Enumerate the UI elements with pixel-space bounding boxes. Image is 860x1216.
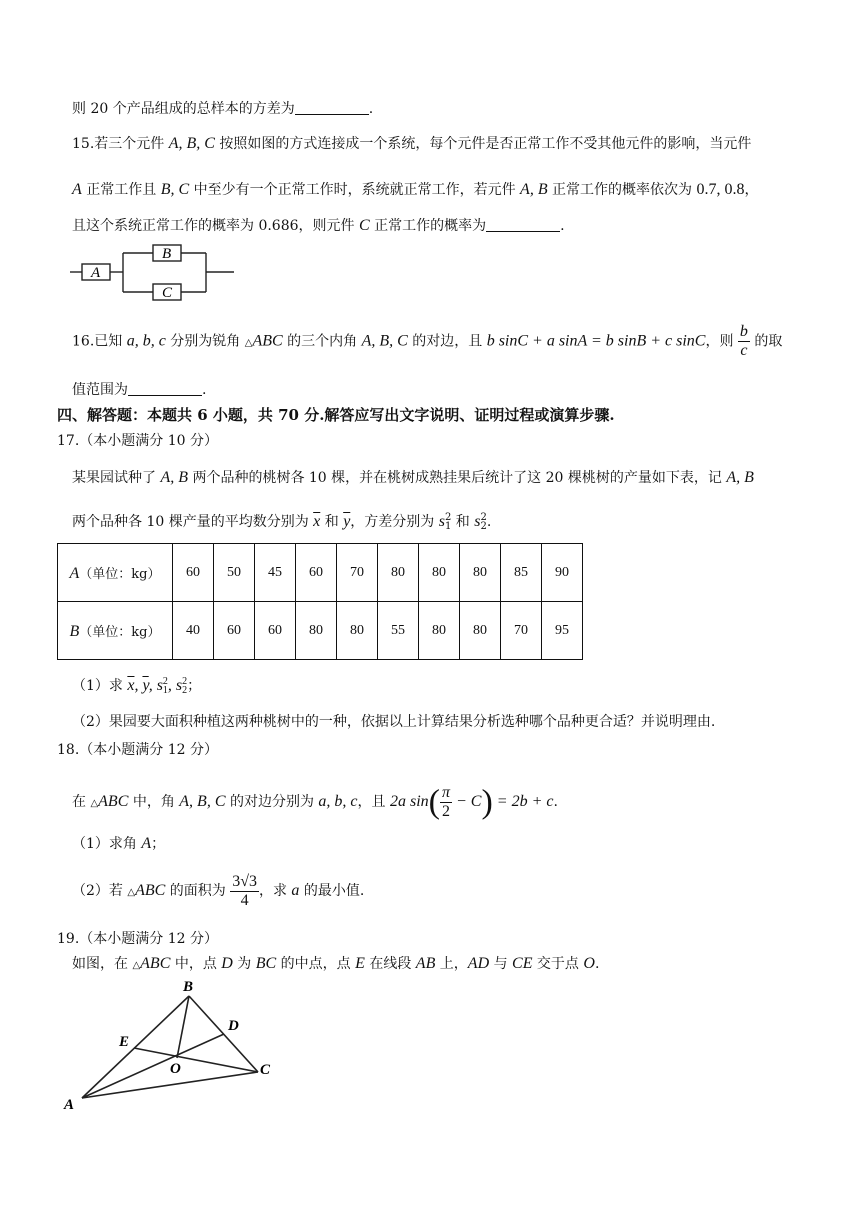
q15-probabilities: 0.7, 0.8 (696, 181, 745, 198)
segment-ab (82, 996, 189, 1098)
fraction-numerator: π (441, 783, 450, 801)
q18-math: A (141, 835, 152, 852)
q16-text: 值范围为 (72, 382, 128, 398)
point-e-label: E (119, 1034, 130, 1050)
table-cell: 80 (460, 602, 501, 660)
table-cell: 40 (173, 602, 214, 660)
q15-line-1 (72, 134, 751, 154)
q19-text: 为 (232, 956, 256, 972)
q18-text: 的对边分别为 (225, 794, 319, 810)
q16-text: 16.已知 (72, 333, 127, 350)
table-cell: 80 (419, 544, 460, 602)
q19-text: 上， (435, 956, 468, 972)
q15-text: 且这个系统正常工作的概率为 0.686，则元件 (72, 218, 359, 234)
q18-text: . (553, 794, 558, 810)
fraction-pi-over-2 (440, 784, 452, 821)
q19-text: 的中点，点 (276, 956, 356, 972)
q16-math: ABC (252, 332, 283, 350)
q17-text: 两个品种各 10 棵产量的平均数分别为 (72, 514, 314, 530)
q16-text: 的对边，且 (407, 333, 487, 350)
fraction-area (230, 873, 259, 910)
q17-text: ； (187, 678, 202, 694)
q16-math: a, b, c (126, 332, 166, 350)
triangle-symbol: △ (90, 798, 99, 809)
point-d-label: D (228, 1018, 239, 1034)
q19-math: BC (255, 955, 277, 972)
triangle-symbol: △ (127, 887, 136, 898)
q16-text: 的取 (749, 333, 783, 350)
variance-s2: s (474, 513, 481, 530)
table-cell: 50 (214, 544, 255, 602)
q17-part-1 (72, 676, 201, 696)
answer-blank[interactable] (486, 217, 560, 232)
q19-math: CE (512, 955, 533, 972)
q18-heading: 18.（本小题满分 12 分） (57, 742, 218, 758)
q18-equation: 2a sin( $\frac{\pi}{2}$ − C) = 2b + c (389, 783, 554, 821)
circuit-diagram (68, 238, 238, 304)
table-cell: 80 (296, 602, 337, 660)
variance-s1-indices: 2 1 (444, 512, 452, 532)
q17-text: 和 (320, 514, 344, 530)
eq-lhs: 2a sin (389, 793, 429, 810)
q17-text: . (486, 514, 492, 530)
component-b-label: B (162, 246, 172, 262)
q18-part-1 (72, 834, 165, 854)
table-cell: 90 (542, 544, 583, 602)
yield-table (57, 543, 583, 660)
section-4-title: 四、解答题：本题共 6 小题，共 70 分.解答应写出文字说明、证明过程或演算步骤. (57, 406, 615, 424)
table-row-a (58, 544, 583, 602)
q18-math: a, b, c (318, 793, 358, 810)
table-cell: 60 (255, 602, 296, 660)
q17-text: 某果园试种了 (72, 470, 161, 486)
table-cell: 55 (378, 602, 419, 660)
triangle-symbol: △ (244, 337, 253, 349)
q16-text: . (202, 382, 207, 398)
table-cell: 70 (501, 602, 542, 660)
q18-math: ABC (135, 882, 166, 899)
q15-math: B, C (160, 181, 190, 198)
q19-math: O (583, 955, 595, 972)
q17-part-1-symbols: $\overline{x}$, $\overline{y}$, s2 1, s2 2 (127, 676, 188, 696)
q17-line-1 (72, 468, 754, 488)
q17-heading: 17.（本小题满分 10 分） (57, 433, 218, 449)
q17-text: ，方差分别为 (350, 514, 439, 530)
answer-blank[interactable] (128, 381, 202, 396)
table-cell: 45 (255, 544, 296, 602)
q14-tail-end: . (368, 101, 374, 117)
table-cell: 80 (378, 544, 419, 602)
mean-x-bar: $\overline{x}$ (313, 513, 321, 530)
q17-part-2: （2）果园要大面积种植这两种桃树中的一种，依据以上计算结果分析选种哪个品种更合适？并说明理由. (72, 714, 716, 730)
q19-math: ABC (140, 955, 171, 972)
variance-s2-indices: 2 2 (480, 512, 487, 532)
q16-text: 分别为锐角 (165, 333, 245, 350)
q16-text: ，则 (705, 333, 738, 350)
q18-line-1 (72, 774, 558, 832)
q19-heading: 19.（本小题满分 12 分） (57, 931, 218, 947)
q18-text: ； (151, 836, 166, 852)
q15-text: 正常工作的概率依次为 (547, 182, 697, 198)
q17-text: （1）求 (72, 678, 128, 694)
row-a-unit: （单位：kg） (79, 566, 161, 582)
q17-text: 和 (451, 514, 475, 530)
q18-text: ，且 (357, 794, 390, 810)
q15-text: 按照如图的方式连接成一个系统，每个元件是否正常工作不受其他元件的影响，当元件 (214, 136, 752, 152)
triangle-figure (62, 976, 276, 1112)
q18-text: 的面积为 (165, 883, 231, 899)
fraction-denominator: c (740, 342, 748, 359)
fraction-denominator: 2 (441, 802, 450, 820)
q17-line-2 (72, 512, 491, 532)
row-a-header (58, 544, 173, 602)
fraction-b-over-c (738, 323, 750, 360)
q15-text: . (560, 218, 565, 234)
answer-blank[interactable] (295, 100, 369, 115)
point-c-label: C (260, 1062, 271, 1078)
row-b-header (58, 602, 173, 660)
table-cell: 95 (542, 602, 583, 660)
q18-text: 的最小值. (299, 883, 365, 899)
q15-math: A, B, C (168, 135, 215, 152)
table-cell: 80 (460, 544, 501, 602)
q19-text: 在线段 (364, 956, 416, 972)
q15-math: A, B (520, 181, 548, 198)
q16-equation: b sinC + a sinA = b sinB + c sinC (486, 332, 706, 350)
q17-math: A, B (726, 469, 754, 486)
q18-text: 中，角 (128, 794, 180, 810)
q16-math: A, B, C (361, 332, 408, 350)
q19-math: AD (467, 955, 490, 972)
table-row-b (58, 602, 583, 660)
q16-text: 的三个内角 (282, 333, 362, 350)
q18-part-2 (72, 868, 364, 916)
q19-text: 交于点 (532, 956, 584, 972)
table-cell: 80 (337, 602, 378, 660)
q15-text: 正常工作且 (81, 182, 161, 198)
component-c-label: C (162, 285, 173, 301)
q15-text: 正常工作的概率为 (369, 218, 487, 234)
fraction-denominator: 4 (240, 891, 249, 909)
q15-text: ， (744, 182, 759, 198)
eq-rhs: = 2b + c (496, 793, 554, 810)
q18-text: （2）若 (72, 883, 128, 899)
q19-text: 如图，在 (72, 956, 133, 972)
q19-math: D (221, 955, 233, 972)
q19-text: 中，点 (170, 956, 222, 972)
q18-text: 在 (72, 794, 91, 810)
point-a-label: A (64, 1097, 75, 1112)
q17-text: 两个品种的桃树各 10 棵，并在桃树成熟挂果后统计了这 20 棵桃树的产量如下表，记 (188, 470, 727, 486)
q18-math: a (291, 882, 300, 899)
table-cell: 70 (337, 544, 378, 602)
mean-y-bar: $\overline{y}$ (343, 513, 351, 530)
q18-text: ，求 (258, 883, 292, 899)
q19-text: 与 (489, 956, 513, 972)
variance-s1: s (438, 513, 445, 530)
point-b-label: B (183, 979, 194, 995)
q14-tail-line (72, 99, 373, 119)
fraction-numerator: b (739, 323, 748, 340)
q19-math: E (355, 955, 365, 972)
table-cell: 85 (501, 544, 542, 602)
q15-text: 15.若三个元件 (72, 136, 169, 152)
row-b-unit: （单位：kg） (79, 624, 161, 640)
q18-text: （1）求角 (72, 836, 142, 852)
triangle-symbol: △ (132, 960, 141, 971)
component-a-label: A (91, 265, 101, 281)
table-cell: 60 (214, 602, 255, 660)
segment-ad (82, 1034, 224, 1098)
eq-minus-c: − C (451, 793, 482, 810)
q15-line-2 (72, 180, 759, 200)
q15-math: C (358, 217, 370, 234)
q16-line-1 (72, 323, 782, 362)
fraction-numerator: 3√3 (232, 872, 257, 890)
q15-line-3 (72, 216, 565, 236)
q19-math: AB (415, 955, 436, 972)
q15-math: A (72, 181, 82, 198)
q17-math: A, B (160, 469, 188, 486)
row-b-var: B (69, 622, 80, 640)
q18-math: ABC (98, 793, 129, 810)
q18-math: A, B, C (179, 793, 226, 810)
q19-text: . (594, 956, 600, 972)
q14-tail-text: 则 20 个产品组成的总样本的方差为 (72, 101, 295, 117)
table-cell: 60 (173, 544, 214, 602)
row-a-var: A (69, 564, 80, 582)
point-o-label: O (170, 1061, 181, 1077)
table-cell: 60 (296, 544, 337, 602)
table-cell: 80 (419, 602, 460, 660)
q19-line-1 (72, 954, 599, 976)
q15-text: 中至少有一个正常工作时，系统就正常工作，若元件 (189, 182, 521, 198)
q16-line-2 (72, 380, 206, 400)
